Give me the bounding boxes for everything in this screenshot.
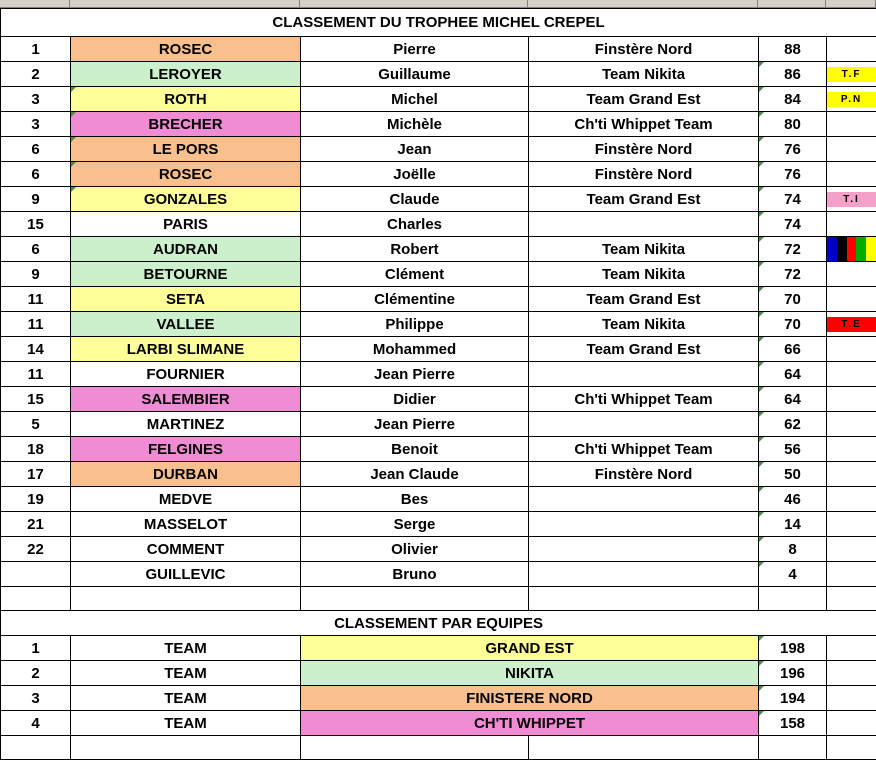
team-points-cell[interactable]: 198 xyxy=(759,636,827,661)
team-name-cell[interactable]: NIKITA xyxy=(301,661,759,686)
table-row xyxy=(1,437,876,462)
table-row xyxy=(1,262,876,287)
note-cell[interactable] xyxy=(827,512,876,537)
first-name-cell[interactable]: Michèle xyxy=(301,112,529,137)
table-row xyxy=(1,462,876,487)
rank-cell[interactable]: 15 xyxy=(1,212,71,237)
name-cell[interactable]: MEDVE xyxy=(71,487,301,512)
points-cell[interactable]: 74 xyxy=(759,187,827,212)
cell-comment-marker xyxy=(759,462,764,467)
first-name-cell[interactable]: Robert xyxy=(301,237,529,262)
note-cell[interactable] xyxy=(827,412,876,437)
note-cell[interactable] xyxy=(827,711,876,736)
cell-comment-marker xyxy=(71,112,76,117)
note-cell[interactable] xyxy=(827,162,876,187)
rank-cell[interactable]: 17 xyxy=(1,462,71,487)
table-row xyxy=(1,287,876,312)
team-cell[interactable]: Team Nikita xyxy=(529,262,759,287)
empty-cell[interactable] xyxy=(1,587,71,611)
team-points-cell[interactable]: 194 xyxy=(759,686,827,711)
first-name-cell[interactable]: Michel xyxy=(301,87,529,112)
table-row xyxy=(1,162,876,187)
note-cell[interactable] xyxy=(827,312,876,337)
rank-cell[interactable]: 14 xyxy=(1,337,71,362)
first-name-cell[interactable]: Jean Pierre xyxy=(301,362,529,387)
cell-comment-marker xyxy=(759,237,764,242)
name-cell[interactable]: ROSEC xyxy=(71,162,301,187)
column-header-e[interactable] xyxy=(758,0,826,8)
name-cell[interactable]: GUILLEVIC xyxy=(71,562,301,587)
team-cell[interactable]: Ch'ti Whippet Team xyxy=(529,437,759,462)
column-header-f[interactable] xyxy=(826,0,876,8)
points-cell[interactable]: 50 xyxy=(759,462,827,487)
column-header-strip xyxy=(0,0,876,8)
table-row xyxy=(1,512,876,537)
cell-comment-marker xyxy=(759,512,764,517)
rank-cell[interactable]: 9 xyxy=(1,187,71,212)
cell-comment-marker xyxy=(759,437,764,442)
empty-cell[interactable] xyxy=(71,587,301,611)
first-name-cell[interactable]: Bes xyxy=(301,487,529,512)
points-cell[interactable]: 64 xyxy=(759,362,827,387)
team-cell[interactable]: Team Grand Est xyxy=(529,87,759,112)
team-name-cell[interactable]: FINISTERE NORD xyxy=(301,686,759,711)
first-name-cell[interactable]: Philippe xyxy=(301,312,529,337)
team-cell[interactable] xyxy=(529,212,759,237)
first-name-cell[interactable]: Mohammed xyxy=(301,337,529,362)
points-cell[interactable]: 70 xyxy=(759,312,827,337)
first-name-cell[interactable]: Didier xyxy=(301,387,529,412)
note-cell[interactable] xyxy=(827,237,876,262)
empty-cell[interactable] xyxy=(529,587,759,611)
rank-cell[interactable]: 21 xyxy=(1,512,71,537)
cell-comment-marker xyxy=(759,412,764,417)
rank-cell[interactable]: 6 xyxy=(1,237,71,262)
rank-cell[interactable]: 2 xyxy=(1,62,71,87)
points-cell[interactable]: 46 xyxy=(759,487,827,512)
spreadsheet-grid xyxy=(0,8,876,760)
cell-comment-marker xyxy=(759,212,764,217)
cell-comment-marker xyxy=(759,162,764,167)
cell-comment-marker xyxy=(759,537,764,542)
note-badge: T.E xyxy=(827,317,876,332)
empty-cell[interactable] xyxy=(71,736,301,760)
first-name-cell[interactable]: Clément xyxy=(301,262,529,287)
rank-cell[interactable]: 3 xyxy=(1,87,71,112)
name-cell[interactable]: MASSELOT xyxy=(71,512,301,537)
column-header-a[interactable] xyxy=(0,0,70,8)
team-cell[interactable]: Finstère Nord xyxy=(529,462,759,487)
note-cell[interactable] xyxy=(827,262,876,287)
note-cell[interactable] xyxy=(827,487,876,512)
points-cell[interactable]: 66 xyxy=(759,337,827,362)
note-cell[interactable] xyxy=(827,537,876,562)
table-row xyxy=(1,237,876,262)
note-badge: T.F xyxy=(827,67,876,82)
empty-cell[interactable] xyxy=(827,736,876,760)
team-label-cell[interactable]: TEAM xyxy=(71,661,301,686)
rank-cell[interactable]: 5 xyxy=(1,412,71,437)
first-name-cell[interactable]: Jean Pierre xyxy=(301,412,529,437)
name-cell[interactable]: LE PORS xyxy=(71,137,301,162)
first-name-cell[interactable]: Serge xyxy=(301,512,529,537)
name-cell[interactable]: BRECHER xyxy=(71,112,301,137)
table-row xyxy=(1,187,876,212)
note-cell[interactable] xyxy=(827,37,876,62)
first-name-cell[interactable]: Jean xyxy=(301,137,529,162)
table-row xyxy=(1,87,876,112)
first-name-cell[interactable]: Joëlle xyxy=(301,162,529,187)
team-cell[interactable]: Finstère Nord xyxy=(529,137,759,162)
rank-cell[interactable]: 18 xyxy=(1,437,71,462)
name-cell[interactable]: FOURNIER xyxy=(71,362,301,387)
note-cell[interactable] xyxy=(827,62,876,87)
table-row xyxy=(1,362,876,387)
cell-comment-marker xyxy=(759,337,764,342)
note-badge: T.I xyxy=(827,192,876,207)
cell-comment-marker xyxy=(759,87,764,92)
cell-comment-marker xyxy=(759,312,764,317)
first-name-cell[interactable]: Pierre xyxy=(301,37,529,62)
team-cell[interactable] xyxy=(529,537,759,562)
points-cell[interactable]: 62 xyxy=(759,412,827,437)
name-cell[interactable]: PARIS xyxy=(71,212,301,237)
name-cell[interactable]: FELGINES xyxy=(71,437,301,462)
note-cell[interactable] xyxy=(827,661,876,686)
first-name-cell[interactable]: Jean Claude xyxy=(301,462,529,487)
name-cell[interactable]: MARTINEZ xyxy=(71,412,301,437)
rank-cell[interactable]: 11 xyxy=(1,312,71,337)
team-rank-cell[interactable]: 1 xyxy=(1,636,71,661)
team-title[interactable]: CLASSEMENT PAR EQUIPES xyxy=(1,611,876,636)
name-cell[interactable]: LARBI SLIMANE xyxy=(71,337,301,362)
rank-cell[interactable]: 11 xyxy=(1,287,71,312)
team-title-row xyxy=(1,611,876,636)
table-row xyxy=(1,337,876,362)
team-cell[interactable]: Finstère Nord xyxy=(529,37,759,62)
points-cell[interactable]: 76 xyxy=(759,137,827,162)
team-cell[interactable]: Finstère Nord xyxy=(529,162,759,187)
table-row xyxy=(1,537,876,562)
note-cell[interactable] xyxy=(827,462,876,487)
table-row xyxy=(1,137,876,162)
rank-cell[interactable]: 3 xyxy=(1,112,71,137)
table-row xyxy=(1,112,876,137)
points-cell[interactable]: 74 xyxy=(759,212,827,237)
team-cell[interactable] xyxy=(529,362,759,387)
team-name-cell[interactable]: GRAND EST xyxy=(301,636,759,661)
name-cell[interactable]: LEROYER xyxy=(71,62,301,87)
rank-cell[interactable]: 15 xyxy=(1,387,71,412)
empty-cell[interactable] xyxy=(301,587,529,611)
team-cell[interactable]: Team Grand Est xyxy=(529,287,759,312)
note-cell[interactable] xyxy=(827,87,876,112)
points-cell[interactable]: 88 xyxy=(759,37,827,62)
cell-comment-marker xyxy=(71,187,76,192)
team-cell[interactable]: Team Nikita xyxy=(529,312,759,337)
note-cell[interactable] xyxy=(827,362,876,387)
rank-cell[interactable]: 19 xyxy=(1,487,71,512)
note-cell[interactable] xyxy=(827,562,876,587)
first-name-cell[interactable]: Guillaume xyxy=(301,62,529,87)
points-cell[interactable]: 72 xyxy=(759,262,827,287)
column-header-b[interactable] xyxy=(70,0,300,8)
cell-comment-marker xyxy=(759,287,764,292)
main-title[interactable]: CLASSEMENT DU TROPHEE MICHEL CREPEL xyxy=(1,9,876,37)
team-cell[interactable]: Ch'ti Whippet Team xyxy=(529,387,759,412)
team-cell[interactable] xyxy=(529,512,759,537)
points-cell[interactable]: 70 xyxy=(759,287,827,312)
points-cell[interactable]: 72 xyxy=(759,237,827,262)
cell-comment-marker xyxy=(759,362,764,367)
table-row xyxy=(1,562,876,587)
note-cell[interactable] xyxy=(827,187,876,212)
points-cell[interactable]: 4 xyxy=(759,562,827,587)
empty-cell[interactable] xyxy=(1,736,71,760)
team-cell[interactable] xyxy=(529,487,759,512)
empty-cell[interactable] xyxy=(827,587,876,611)
team-cell[interactable]: Ch'ti Whippet Team xyxy=(529,112,759,137)
first-name-cell[interactable]: Benoit xyxy=(301,437,529,462)
team-label-cell[interactable]: TEAM xyxy=(71,711,301,736)
name-cell[interactable]: ROSEC xyxy=(71,37,301,62)
note-cell[interactable] xyxy=(827,137,876,162)
cell-comment-marker xyxy=(759,62,764,67)
note-cell[interactable] xyxy=(827,287,876,312)
points-cell[interactable]: 80 xyxy=(759,112,827,137)
note-cell[interactable] xyxy=(827,686,876,711)
table-row xyxy=(1,487,876,512)
name-cell[interactable]: GONZALES xyxy=(71,187,301,212)
points-cell[interactable]: 64 xyxy=(759,387,827,412)
blank-row xyxy=(1,587,876,611)
team-cell[interactable] xyxy=(529,412,759,437)
rank-cell[interactable]: 6 xyxy=(1,162,71,187)
cell-comment-marker xyxy=(759,636,764,641)
team-rank-cell[interactable]: 4 xyxy=(1,711,71,736)
points-cell[interactable]: 8 xyxy=(759,537,827,562)
cell-comment-marker xyxy=(759,387,764,392)
table-row xyxy=(1,312,876,337)
cell-comment-marker xyxy=(759,487,764,492)
flag-icon xyxy=(827,237,876,261)
note-cell[interactable] xyxy=(827,636,876,661)
cell-comment-marker xyxy=(759,137,764,142)
table-row xyxy=(1,412,876,437)
first-name-cell[interactable]: Olivier xyxy=(301,537,529,562)
name-cell[interactable]: COMMENT xyxy=(71,537,301,562)
empty-cell[interactable] xyxy=(759,587,827,611)
team-points-cell[interactable]: 158 xyxy=(759,711,827,736)
team-cell[interactable]: Team Nikita xyxy=(529,62,759,87)
column-header-c[interactable] xyxy=(300,0,528,8)
cell-comment-marker xyxy=(759,686,764,691)
note-cell[interactable] xyxy=(827,337,876,362)
name-cell[interactable]: VALLEE xyxy=(71,312,301,337)
rank-cell[interactable]: 9 xyxy=(1,262,71,287)
name-cell[interactable]: SALEMBIER xyxy=(71,387,301,412)
name-cell[interactable]: SETA xyxy=(71,287,301,312)
rank-cell[interactable]: 22 xyxy=(1,537,71,562)
points-cell[interactable]: 14 xyxy=(759,512,827,537)
team-row xyxy=(1,711,876,736)
first-name-cell[interactable]: Claude xyxy=(301,187,529,212)
cell-comment-marker xyxy=(71,162,76,167)
team-points-cell[interactable]: 196 xyxy=(759,661,827,686)
cell-comment-marker xyxy=(759,112,764,117)
first-name-cell[interactable]: Clémentine xyxy=(301,287,529,312)
note-badge: P.N xyxy=(827,92,876,107)
team-rank-cell[interactable]: 2 xyxy=(1,661,71,686)
rank-cell[interactable]: 11 xyxy=(1,362,71,387)
team-name-cell[interactable]: CH'TI WHIPPET xyxy=(301,711,759,736)
cell-comment-marker xyxy=(71,137,76,142)
empty-cell[interactable] xyxy=(529,736,759,760)
note-cell[interactable] xyxy=(827,112,876,137)
rank-cell[interactable]: 6 xyxy=(1,137,71,162)
team-cell[interactable]: Team Nikita xyxy=(529,237,759,262)
table-row xyxy=(1,37,876,62)
table-row xyxy=(1,387,876,412)
name-cell[interactable]: AUDRAN xyxy=(71,237,301,262)
cell-comment-marker xyxy=(759,711,764,716)
points-cell[interactable]: 76 xyxy=(759,162,827,187)
points-cell[interactable]: 84 xyxy=(759,87,827,112)
cell-comment-marker xyxy=(759,187,764,192)
name-cell[interactable]: DURBAN xyxy=(71,462,301,487)
team-label-cell[interactable]: TEAM xyxy=(71,636,301,661)
rank-cell[interactable]: 1 xyxy=(1,37,71,62)
cell-comment-marker xyxy=(71,87,76,92)
team-row xyxy=(1,636,876,661)
points-cell[interactable]: 56 xyxy=(759,437,827,462)
team-row xyxy=(1,686,876,711)
note-cell[interactable] xyxy=(827,387,876,412)
name-cell[interactable]: ROTH xyxy=(71,87,301,112)
team-cell[interactable] xyxy=(529,562,759,587)
rank-cell[interactable] xyxy=(1,562,71,587)
team-label-cell[interactable]: TEAM xyxy=(71,686,301,711)
note-cell[interactable] xyxy=(827,437,876,462)
team-row xyxy=(1,661,876,686)
cell-comment-marker xyxy=(759,562,764,567)
team-cell[interactable]: Team Grand Est xyxy=(529,337,759,362)
cell-comment-marker xyxy=(759,262,764,267)
blank-row xyxy=(1,736,876,760)
first-name-cell[interactable]: Charles xyxy=(301,212,529,237)
table-row xyxy=(1,62,876,87)
points-cell[interactable]: 86 xyxy=(759,62,827,87)
empty-cell[interactable] xyxy=(301,736,529,760)
table-row xyxy=(1,212,876,237)
note-cell[interactable] xyxy=(827,212,876,237)
team-rank-cell[interactable]: 3 xyxy=(1,686,71,711)
cell-comment-marker xyxy=(759,661,764,666)
empty-cell[interactable] xyxy=(759,736,827,760)
name-cell[interactable]: BETOURNE xyxy=(71,262,301,287)
first-name-cell[interactable]: Bruno xyxy=(301,562,529,587)
column-header-d[interactable] xyxy=(528,0,758,8)
team-cell[interactable]: Team Grand Est xyxy=(529,187,759,212)
